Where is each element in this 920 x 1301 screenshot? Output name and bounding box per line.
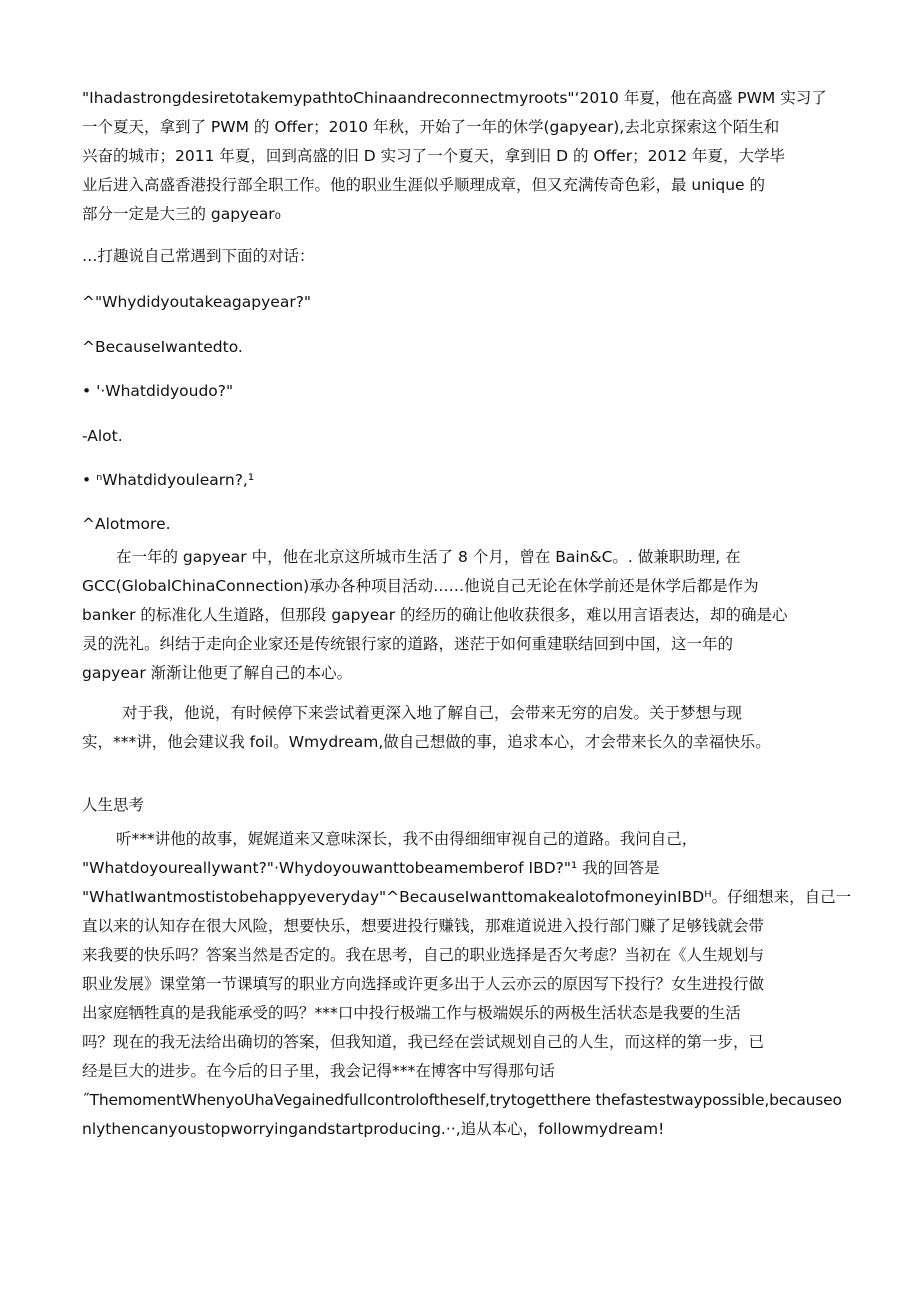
dialogue-line: ^"Whydidyoutakeagapyear?" (82, 293, 312, 311)
paragraph-line: nlythencanyoustopworryingandstartproducing.··,追从本心，followmydream! (82, 1120, 665, 1138)
intro-line: 兴奋的城市；2011 年夏，回到高盛的旧 D 实习了一个夏天，拿到旧 D 的 Offer；2012 年夏，大学毕 (82, 147, 786, 165)
paragraph-line: "WhatIwantmostistobehappyeveryday"^BecauseIwanttomakealotofmoneyinIBDᴴ。仔细想来，自己一 (82, 888, 852, 906)
paragraph-line: 职业发展》课堂第一节课填写的职业方向选择或许更多出于人云亦云的原因写下投行？女生进投行做 (82, 975, 765, 993)
reflection-paragraph (82, 825, 851, 1144)
dialogue-line: -Alot. (82, 427, 123, 445)
paragraph-line: 来我要的快乐吗？答案当然是否定的。我在思考，自己的职业选择是否欠考虑？当初在《人生规划与 (82, 946, 765, 964)
intro-line: 一个夏天，拿到了 PWM 的 Offer；2010 年秋，开始了一年的休学(gapyear),去北京探索这个陌生和 (82, 118, 780, 136)
dialogue-line: ^BecauseIwantedto. (82, 338, 243, 356)
paragraph-line: 实，***讲，他会建议我 foil。Wmydream,做自己想做的事，追求本心，才会带来长久的幸福快乐。 (82, 733, 771, 751)
section-title: 人生思考 (82, 796, 145, 814)
dialogue-line: • '·Whatdidyoudo?" (82, 382, 234, 400)
gapyear-paragraph (82, 543, 788, 688)
paragraph-line: 灵的洗礼。纠结于走向企业家还是传统银行家的道路，迷茫于如何重建联结回到中国，这一年的 (82, 635, 734, 653)
advice-paragraph (82, 699, 771, 757)
paragraph-line: 听***讲他的故事，娓娓道来又意味深长，我不由得细细审视自己的道路。我问自己， (116, 830, 698, 848)
paragraph-line: 吗？现在的我无法给出确切的答案，但我知道，我已经在尝试规划自己的人生，而这样的第一步，已 (82, 1033, 765, 1051)
paragraph-line: 在一年的 gapyear 中，他在北京这所城市生活了 8 个月，曾在 Bain&C。. 做兼职助理, 在 (116, 548, 741, 566)
paragraph-line: 直以来的认知存在很大风险，想要快乐，想要进投行赚钱，那难道说进入投行部门赚了足够钱就会带 (82, 917, 765, 935)
lead-in-text: …打趣说自己常遇到下面的对话： (82, 247, 315, 265)
dialogue-line: • ⁿWhatdidyoulearn?,¹ (82, 471, 255, 489)
paragraph-line: gapyear 渐渐让他更了解自己的本心。 (82, 664, 353, 682)
paragraph-line: 出家庭牺牲真的是我能承受的吗？***口中投行极端工作与极端娱乐的两极生活状态是我要的生活 (82, 1004, 741, 1022)
paragraph-line: 对于我，他说，有时候停下来尝试着更深入地了解自己，会带来无穷的启发。关于梦想与现 (122, 704, 743, 722)
paragraph-line: ˝ThemomentWhenyoUhaVegainedfullcontroloftheself,trytogetthere thefastestwaypossible,becauseo (82, 1091, 842, 1109)
intro-paragraph (82, 84, 827, 229)
paragraph-line: 经是巨大的进步。在今后的日子里，我会记得***在博客中写得那句话 (82, 1062, 555, 1080)
intro-line: 部分一定是大三的 gapyear₀ (82, 205, 281, 223)
dialogue-line: ^Alotmore. (82, 515, 171, 533)
intro-line: "IhadastrongdesiretotakemypathtoChinaandreconnectmyroots"‘2010 年夏，他在高盛 PWM 实习了 (82, 89, 827, 107)
intro-line: 业后进入高盛香港投行部全职工作。他的职业生涯似乎顺理成章，但又充满传奇色彩，最 unique 的 (82, 176, 766, 194)
paragraph-line: GCC(GlobalChinaConnection)承办各种项目活动……他说自己无论在休学前还是休学后都是作为 (82, 577, 759, 595)
paragraph-line: "Whatdoyoureallywant?"·Whydoyouwanttobeamemberof IBD?"¹ 我的回答是 (82, 859, 660, 877)
paragraph-line: banker 的标准化人生道路，但那段 gapyear 的经历的确让他收获很多，难以用言语表达，却的确是心 (82, 606, 788, 624)
